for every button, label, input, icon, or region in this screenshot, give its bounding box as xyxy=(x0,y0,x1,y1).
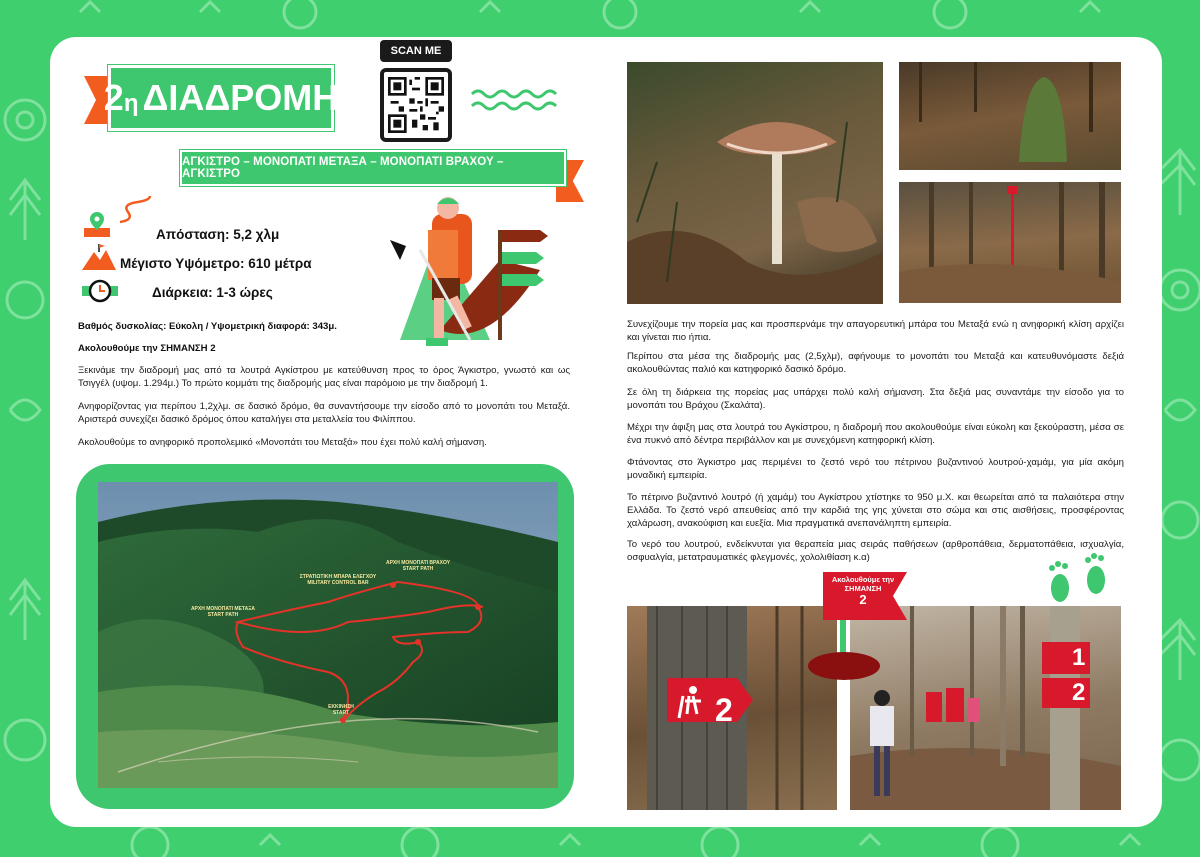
distance-stat: Απόσταση: 5,2 χλμ xyxy=(156,227,280,242)
route-map xyxy=(98,482,558,788)
right-paragraph-5: Φτάνοντας στο Άγκιστρο μας περιμένει το ζεστό νερό του πέτρινου βυζαντινού λουτρού-χαμάμ, για μία ακόμη μοναδική εμπειρία. xyxy=(627,457,1124,481)
mountain-icon xyxy=(80,242,118,272)
forest-stone-image xyxy=(899,62,1121,170)
page-title xyxy=(103,65,339,131)
footprints-icon xyxy=(1040,552,1116,606)
difficulty-line: Βαθμός δυσκολίας: Εύκολη / Υψομετρική διαφορά: 343μ. xyxy=(78,321,337,332)
right-paragraph-3: Σε όλη τη διάρκεια της πορείας μας υπάρχει πολύ καλή σήμανση. Στα δεξιά μας συναντάμε την είσοδο για το μονοπάτι του Βράχου (Σκαλάτα). xyxy=(627,387,1124,411)
left-paragraph-1: Ξεκινάμε την διαδρομή μας από τα λουτρά Αγκίστρου με κατεύθυνση προς το όρος Άγκιστρο, γνωστό και ως Τσιγγέλ (υψομ. 1.294μ.) Το πρώτο κομμάτι της διαδρομής μας είναι παρόμοιο με την διαδρομή 1. xyxy=(78,365,570,389)
trail-path-icon xyxy=(118,194,152,224)
map-label-military-bar: ΣΤΡΑΤΙΩΤΙΚΗ ΜΠΑΡΑ ΕΛΕΓΧΟΥ MILITARY CONTROL BAR xyxy=(299,574,377,586)
location-pin-icon xyxy=(84,210,110,238)
map-terrain xyxy=(98,482,558,788)
right-paragraph-7: Το νερό του λουτρού, ενδείκνυται για θεραπεία μιας σειράς παθήσεων (αρθροπάθεια, δερματοπάθεια, ισχυαλγία, οσφυαλγία, μετατραυματικές φλεγμονές, χολολιθίαση κ.α) xyxy=(627,539,1124,563)
right-paragraph-4: Μέχρι την άφιξη μας στα λουτρά του Αγκίστρου, η διαδρομή που ακολουθούμε είναι εύκολη και ξεκούραστη, μέσα σε ένα πυκνό από δέντρα περιβάλλον και με συνεχόμενη κατηφορική κλίση. xyxy=(627,422,1124,446)
forest-stone-photo xyxy=(899,62,1121,170)
title-number: 2 xyxy=(103,77,124,118)
map-label-metaxa-path: ΑΡΧΗ ΜΟΝΟΠΑΤΙ ΜΕΤΑΞΑ START PATH xyxy=(190,606,256,618)
flag-stand xyxy=(806,620,882,682)
waves-icon xyxy=(470,86,580,116)
map-label-rock-path: ΑΡΧΗ ΜΟΝΟΠΑΤΙ ΒΡΑΧΟΥ START PATH xyxy=(385,560,451,572)
clock-icon xyxy=(82,278,118,304)
map-label-start: ΕΚΚΙΝΗΣΗ START xyxy=(328,704,354,716)
sign-number-b2: 2 xyxy=(1072,679,1086,706)
forest-path-photo xyxy=(899,182,1121,303)
flag-text: Ακολουθούμε την ΣΗΜΑΝΣΗ 2 xyxy=(831,575,895,607)
qr-code-icon xyxy=(388,76,444,134)
forest-path-image xyxy=(899,182,1121,303)
right-paragraph-2: Περίπου στα μέσα της διαδρομής μας (2,5χλμ), αφήνουμε το μονοπάτι του Μεταξά και κατευθυνόμαστε δεξιά ακολουθώντας παλιό και κατηφορικό δασικό δρόμο. xyxy=(627,351,1124,375)
title-suffix: η xyxy=(123,90,139,117)
duration-stat: Διάρκεια: 1-3 ώρες xyxy=(152,285,273,300)
right-paragraph-1: Συνεχίζουμε την πορεία μας και προσπερνάμε την απαγορευτική μπάρα του Μεταξά ενώ η ανηφορική κλίση αρχίζει και γίνεται πιο ήπια. xyxy=(627,319,1124,343)
left-paragraph-3: Ακολουθούμε το ανηφορικό προπολεμικό «Μονοπάτι του Μεταξά» που έχει πολύ καλή σήμανση. xyxy=(78,437,487,448)
altitude-stat: Μέγιστο Υψόμετρο: 610 μέτρα xyxy=(120,256,312,271)
mushroom-photo xyxy=(627,62,883,304)
title-word: ΔΙΑΔΡΟΜΗ xyxy=(142,77,339,118)
scan-me-label: SCAN ME xyxy=(380,40,452,62)
hikers-image xyxy=(850,606,1121,810)
sign-number-b1: 1 xyxy=(1072,644,1086,671)
sign-number-a: 2 xyxy=(715,692,733,728)
right-paragraph-6: Το πέτρινο βυζαντινό λουτρό (ή χαμάμ) του Αγκίστρου χτίστηκε το 950 μ.Χ. και θεωρείται από τα παλαιότερα στην Ελλάδα. Το ζεστό νερό απευθείας από την καρδιά της γης χύνεται στο σώμα και στις αισθήσεις, προσφέροντας χαλάρωση, ανακούφιση και ευεξία. Μια πραγματικά ανεπανάληπτη εμπειρία. xyxy=(627,492,1124,529)
qr-code[interactable] xyxy=(380,68,452,142)
mushroom-image xyxy=(627,62,883,304)
left-paragraph-2: Ανηφορίζοντας για περίπου 1,2χλμ. σε δασικό δρόμο, θα συναντήσουμε την είσοδο από το μονοπάτι του Μεταξά. Αριστερά συνεχίζει δασικό δρόμος όπου καταλήγει στα μεταλλεία του Φιλίππου. xyxy=(78,401,570,425)
route-title: ΑΓΚΙΣΤΡΟ – ΜΟΝΟΠΑΤΙ ΜΕΤΑΞΑ – ΜΟΝΟΠΑΤΙ ΒΡΑΧΟΥ – ΑΓΚΙΣΤΡΟ xyxy=(180,150,566,186)
hikers-photo xyxy=(850,606,1121,810)
follow-marking-line: Ακολουθούμε την ΣΗΜΑΝΣΗ 2 xyxy=(78,343,216,354)
